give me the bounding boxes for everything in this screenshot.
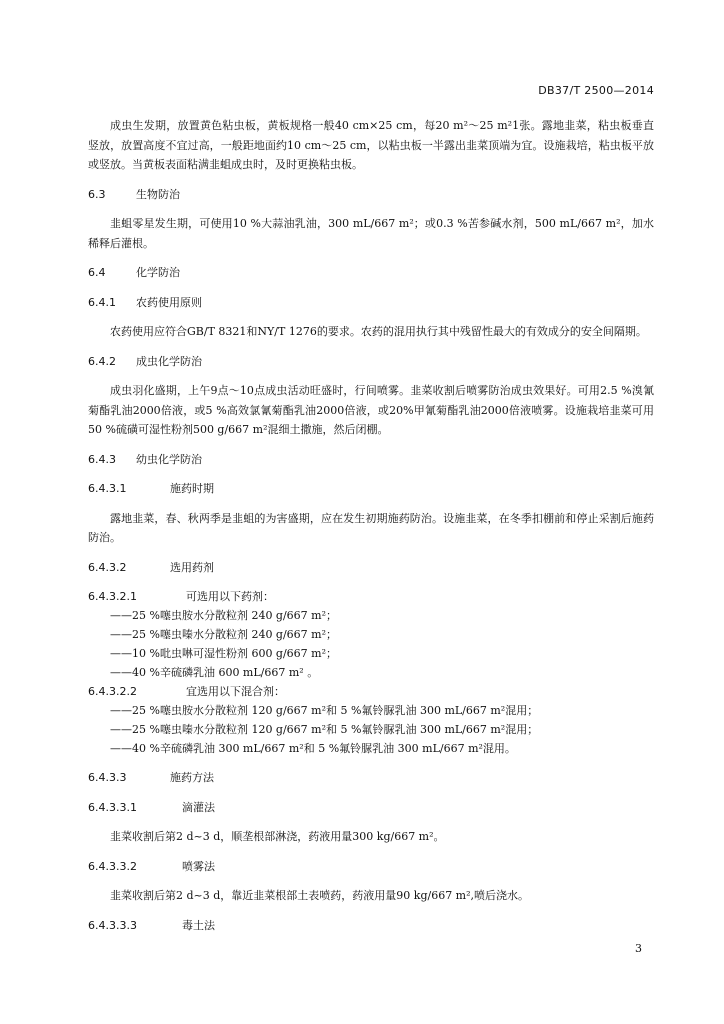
clause-6-4-3-2-2	[88, 682, 654, 701]
paragraph-spray-method: 韭菜收割后第2 d~3 d，靠近韭菜根部土表喷药，药液用量90 kg/667 m²,喷后浇水。	[110, 889, 530, 902]
section-heading-6-4-3	[88, 450, 654, 470]
section-number: 6.4.3.3.2	[88, 859, 137, 873]
section-title: 施药时期	[170, 482, 214, 495]
page-content	[88, 116, 654, 935]
section-title: 喷雾法	[182, 859, 215, 873]
section-number: 6.4.1	[88, 295, 116, 309]
section-number: 6.4.3.3.3	[88, 918, 137, 932]
section-heading-6-4-3-3-1	[88, 798, 654, 818]
list-item: ——25 %噻虫嗪水分散粒剂 120 g/667 m²和 5 %氟铃脲乳油 300 mL/667 m²混用；	[110, 723, 539, 736]
section-title: 生物防治	[136, 187, 180, 201]
section-number: 6.4	[88, 266, 106, 279]
paragraph-pesticide-principles: 农药使用应符合GB/T 8321和NY/T 1276的要求。农药的混用执行其中残留性最大的有效成分的安全间隔期。	[110, 325, 647, 338]
section-heading-6-4-3-1	[88, 479, 654, 499]
section-heading-6-4-3-3	[88, 768, 654, 788]
section-heading-6-3	[88, 185, 654, 205]
section-number: 6.4.3.3	[88, 771, 127, 784]
section-title: 幼虫化学防治	[136, 452, 202, 466]
paragraph-drip-irrigation: 韭菜收割后第2 d~3 d，顺垄根部淋浇，药液用量300 kg/667 m²。	[110, 830, 445, 843]
section-heading-6-4-1	[88, 293, 654, 313]
paragraph-biological-control: 韭蛆零星发生期，可使用10 %大蒜油乳油，300 mL/667 m²；或0.3 %苦参碱水剂，500 mL/667 m²，加水稀释后灌根。	[88, 217, 654, 250]
section-number: 6.4.3	[88, 452, 116, 466]
page-number: 3	[635, 942, 642, 955]
section-heading-6-4-2	[88, 352, 654, 372]
clause-number: 6.4.3.2.2	[88, 685, 137, 698]
list-item: ——25 %噻虫胺水分散粒剂 240 g/667 m²；	[110, 609, 338, 622]
clause-6-4-3-2-1	[88, 587, 654, 606]
section-heading-6-4-3-3-3	[88, 916, 654, 936]
section-title: 化学防治	[136, 266, 180, 279]
section-title: 施药方法	[170, 771, 214, 784]
section-number: 6.4.3.1	[88, 482, 127, 495]
paragraph-yellow-sticky-board: 成虫生发期，放置黄色粘虫板，黄板规格一般40 cm×25 cm，每20 m²～25 m²1张。露地韭菜，粘虫板垂直竖放，放置高度不宜过高，一般距地面约10 cm～25 cm，以粘虫板一半露出韭菜顶端为宜。设施栽培，粘虫板平放或竖放。当黄板表面粘满韭蛆成虫时，及时更换粘虫板。	[88, 119, 654, 171]
clause-text: 宜选用以下混合剂：	[186, 685, 285, 698]
list-item: ——25 %噻虫胺水分散粒剂 120 g/667 m²和 5 %氟铃脲乳油 300 mL/667 m²混用；	[110, 704, 539, 717]
list-item: ——40 %辛硫磷乳油 600 mL/667 m² 。	[110, 666, 319, 679]
section-title: 选用药剂	[170, 560, 214, 574]
section-number: 6.4.3.3.1	[88, 800, 137, 814]
list-item: ——25 %噻虫嗪水分散粒剂 240 g/667 m²；	[110, 628, 338, 641]
section-number: 6.4.2	[88, 354, 116, 368]
clause-text: 可选用以下药剂：	[186, 590, 274, 603]
list-item: ——10 %吡虫啉可湿性粉剂 600 g/667 m²；	[110, 647, 338, 660]
section-heading-6-4-3-3-2	[88, 857, 654, 877]
paragraph-adult-chemical-control: 成虫羽化盛期，上午9点～10点成虫活动旺盛时，行间喷雾。韭菜收割后喷雾防治成虫效果好。可用2.5 %溴氰菊酯乳油2000倍液，或5 %高效氯氰菊酯乳油2000倍液，或20%甲氰菊酯乳油2000倍液喷雾。设施栽培韭菜可用50 %硫磺可湿性粉剂500 g/667 m²混细土撒施，然后闭棚。	[88, 384, 654, 436]
section-heading-6-4-3-2	[88, 558, 654, 578]
section-number: 6.4.3.2	[88, 560, 127, 574]
section-title: 成虫化学防治	[136, 354, 202, 368]
section-heading-6-4	[88, 263, 654, 283]
document-code: DB37/T 2500—2014	[538, 84, 654, 97]
paragraph-application-timing: 露地韭菜，春、秋两季是韭蛆的为害盛期，应在发生初期施药防治。设施韭菜，在冬季扣棚前和停止采割后施药防治。	[88, 511, 654, 544]
section-title: 农药使用原则	[136, 295, 202, 309]
clause-number: 6.4.3.2.1	[88, 590, 137, 603]
section-title: 毒土法	[182, 918, 215, 932]
list-item: ——40 %辛硫磷乳油 300 mL/667 m²和 5 %氟铃脲乳油 300 mL/667 m²混用。	[110, 742, 516, 755]
section-number: 6.3	[88, 187, 106, 201]
section-title: 滴灌法	[182, 800, 215, 814]
